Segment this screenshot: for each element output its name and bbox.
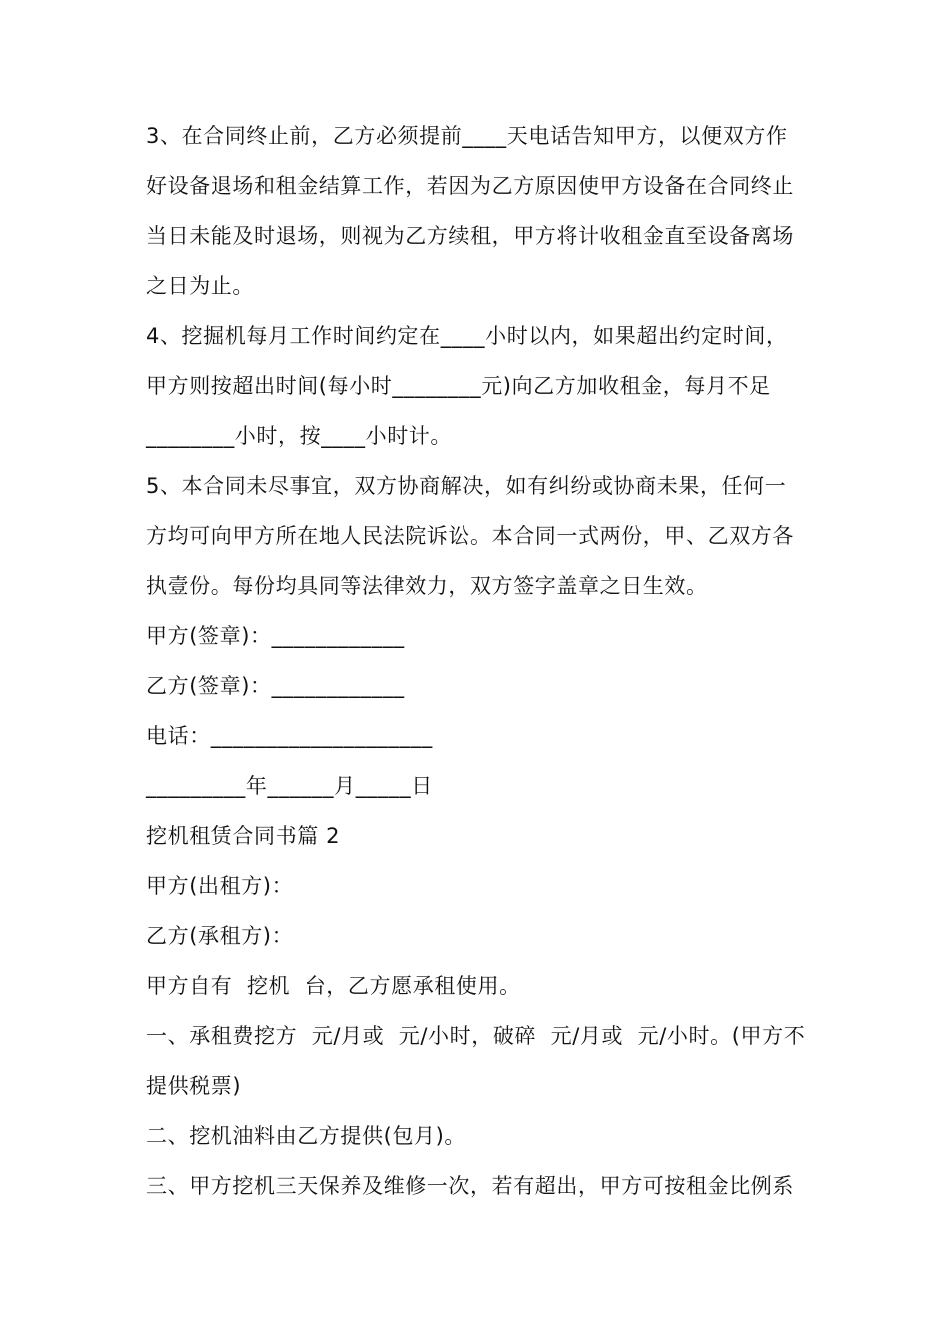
intro-line: 甲方自有 挖机 台，乙方愿承租使用。 xyxy=(146,974,521,998)
party-b-signature: 乙方(签章)：____________ xyxy=(146,674,405,698)
clause-3-line-2: 好设备退场和租金结算工作，若因为乙方原因使甲方设备在合同终止 xyxy=(146,174,794,198)
clause-3-line-4: 之日为止。 xyxy=(146,274,254,298)
lessor-line: 甲方(出租方)： xyxy=(146,874,294,898)
section-title: 挖机租赁合同书篇 2 xyxy=(146,824,341,848)
item-2-line: 二、挖机油料由乙方提供(包月)。 xyxy=(146,1124,466,1148)
clause-5-line-2: 方均可向甲方所在地人民法院诉讼。本合同一式两份，甲、乙双方各 xyxy=(146,524,794,548)
clause-4-line-2: 甲方则按超出时间(每小时________元)向乙方加收租金，每月不足 xyxy=(146,374,771,398)
lessee-line: 乙方(承租方)： xyxy=(146,924,294,948)
date-line: _________年______月_____日 xyxy=(146,774,433,798)
item-1-line-2: 提供税票) xyxy=(146,1074,242,1098)
clause-3-line-3: 当日未能及时退场，则视为乙方续租，甲方将计收租金直至设备离场 xyxy=(146,224,794,248)
phone-line: 电话：____________________ xyxy=(146,724,433,748)
clause-4-line-3: ________小时，按____小时计。 xyxy=(146,424,452,448)
clause-5-line-1: 5、本合同未尽事宜，双方协商解决，如有纠纷或协商未果，任何一 xyxy=(146,474,787,498)
clause-4-line-1: 4、挖掘机每月工作时间约定在____小时以内，如果超出约定时间， xyxy=(146,324,788,348)
clause-5-line-3: 执壹份。每份均具同等法律效力，双方签字盖章之日生效。 xyxy=(146,574,708,598)
party-a-signature: 甲方(签章)：____________ xyxy=(146,624,405,648)
item-3-line-1: 三、甲方挖机三天保养及维修一次，若有超出，甲方可按租金比例系 xyxy=(146,1174,794,1198)
clause-3-line-1: 3、在合同终止前，乙方必须提前____天电话告知甲方，以便双方作 xyxy=(146,124,788,148)
item-1-line-1: 一、承租费挖方 元/月或 元/小时，破碎 元/月或 元/小时。(甲方不 xyxy=(146,1024,806,1048)
